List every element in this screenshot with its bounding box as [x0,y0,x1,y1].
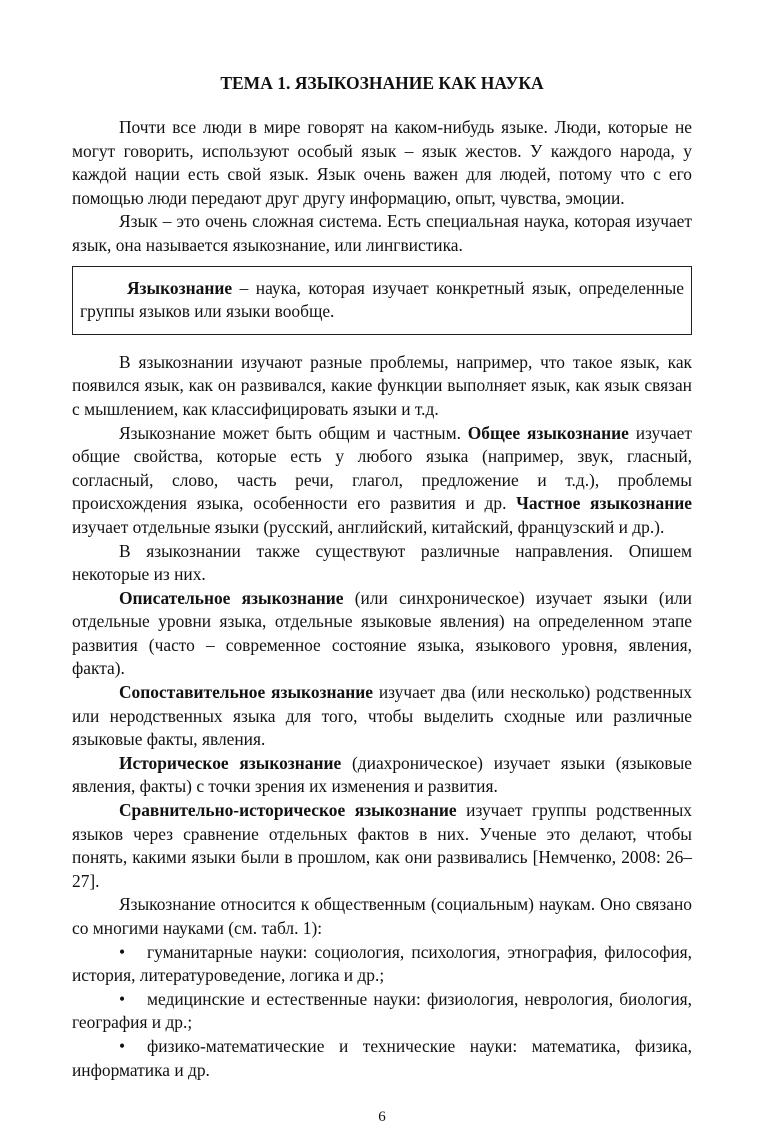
term: Сопоставительное языкознание [119,682,373,703]
page-number: 6 [378,1109,386,1126]
paragraph: Язык – это очень сложная система. Есть специальная наука, которая изучает язык, она называется языкознание, или лингвистика. [72,211,692,255]
text: изучает общие свойства, которые есть у любого языка (например, звук, гласный, согласный, слово, часть речи, глагол, предложение и т.д.), проблемы происхождения языка, особенности его развития и др. [72,422,692,514]
term: Историческое языкознание [119,752,342,773]
body-text [72,116,692,1082]
term: Сравнительно-историческое языкознание [119,800,457,821]
bullet-item [72,1035,692,1082]
paragraph: В языкознании изучают разные проблемы, например, что такое язык, как появился язык, как он развивался, какие функции выполняет язык, как язык связан с мышлением, как классифицировать языки и т.д. [72,351,692,419]
bullet-icon: • [119,1035,126,1056]
definition-box [72,266,692,335]
bullet-text: физико-математические и технические науки: математика, физика, информатика и др. [72,1035,692,1080]
paragraph: В языкознании также существуют различные направления. Опишем некоторые из них. [72,540,692,585]
page-title: ТЕМА 1. ЯЗЫКОЗНАНИЕ КАК НАУКА [220,73,544,93]
definition [80,277,684,324]
text: изучает два (или несколько) родственных или неродственных языка для того, чтобы выделить сходные или различные языковые факты, явления. [72,682,692,750]
text: (или синхроническое) изучает языки (или отдельные уровни языка, отдельные языковые явления) на определенном этапе развития (часто – современное состояние языка, языкового уровня, явления, факта). [72,587,692,679]
paragraph [72,799,692,893]
text: изучает группы родственных языков через сравнение отдельных фактов в них. Ученые это делают, чтобы понять, какими языки были в прошлом, как они развивались [Немченко, 2008: 26–27]. [72,800,692,891]
bullet-text: гуманитарные науки: социология, психология, этнография, философия, история, литературоведение, логика и др.; [72,941,692,986]
term: Частное языкознание [516,493,692,514]
bullet-text: медицинские и естественные науки: физиология, неврология, биология, география и др.; [72,988,692,1033]
definition-text: – наука, которая изучает конкретный язык, определенные группы языков или языки вообще. [80,277,684,322]
text: изучает отдельные языки (русский, английский, китайский, французский и др.). [72,516,665,537]
term: Описательное языкознание [119,587,344,608]
definition-term: Языкознание [127,277,233,298]
text: (диахроническое) изучает языки (языковые явления, факты) с точки зрения их изменения и развития. [72,752,692,797]
paragraph [72,422,692,540]
bullet-icon: • [119,988,126,1009]
bullet-icon: • [119,941,126,962]
bullet-item [72,988,692,1035]
paragraph: Почти все люди в мире говорят на каком-нибудь языке. Люди, которые не могут говорить, используют особый язык – язык жестов. У каждого народа, у каждой нации есть свой язык. Язык очень важен для людей, потому что с его помощью люди передают друг другу информацию, опыт, чувства, эмоции. [72,117,692,208]
text: Языкознание может быть общим и частным. [119,422,468,443]
bullet-item [72,941,692,988]
paragraph [72,587,692,681]
paragraph [72,752,692,799]
paragraph [72,681,692,752]
term: Общее языкознание [467,422,629,443]
paragraph: Языкознание относится к общественным (социальным) наукам. Оно связано со многими науками (см. табл. 1): [72,894,692,938]
